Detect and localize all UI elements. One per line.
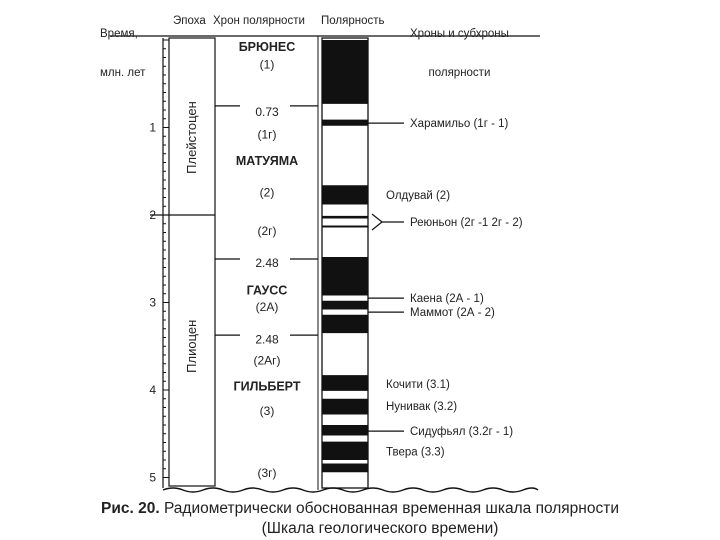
normal-polarity-band xyxy=(322,120,368,126)
chron-label: (3г) xyxy=(257,466,277,481)
subchron-label: Олдувай (2) xyxy=(386,189,451,202)
epoch-label: Плейстоцен xyxy=(184,101,199,174)
chron-label: (2Аг) xyxy=(253,353,281,368)
epoch-header: Эпоха xyxy=(173,15,206,27)
normal-polarity-band xyxy=(322,425,368,436)
caption-number: Рис. 20. xyxy=(101,500,160,517)
normal-polarity-band xyxy=(322,257,368,296)
axis-tick-label: 2 xyxy=(149,208,156,222)
subchron-label: Маммот (2А - 2) xyxy=(410,307,495,320)
chron-label: 0.73 xyxy=(255,104,279,119)
axis-tick-label: 3 xyxy=(149,295,156,310)
caption-title: Радиометрически обоснованная временная шкала полярности xyxy=(159,500,619,517)
normal-polarity-band xyxy=(322,399,368,415)
subchron-label: Сидуфьял (3.2г - 1) xyxy=(410,426,514,439)
time-axis xyxy=(149,38,169,488)
chron-header: Хрон полярности xyxy=(213,15,305,27)
axis-tick-label: 5 xyxy=(149,470,156,485)
chron-label: (2А) xyxy=(255,299,279,314)
polarity-header: Полярность xyxy=(321,15,385,27)
normal-polarity-band xyxy=(322,315,368,333)
normal-polarity-band xyxy=(322,442,368,460)
epoch-labels xyxy=(150,101,215,373)
chron-label: ГИЛЬБЕРТ xyxy=(233,379,301,394)
epoch-label: Плиоцен xyxy=(184,319,199,373)
chron-label: МАТУЯМА xyxy=(235,153,299,168)
chron-label: (2) xyxy=(259,185,275,200)
chron-label: БРЮНЕС xyxy=(238,40,296,54)
chron-label: (3) xyxy=(259,404,275,418)
axis-tick-label: 4 xyxy=(149,383,156,397)
subchron-label: Кочити (3.1) xyxy=(386,378,450,391)
chron-label: (2г) xyxy=(257,223,277,238)
figure-caption-subtitle: (Шкала геологического времени) xyxy=(261,520,499,537)
chron-label: ГАУСС xyxy=(246,283,288,298)
subchron-label-line2: полярности xyxy=(428,67,491,79)
normal-polarity-band xyxy=(322,226,368,228)
time-label-line2: млн. лет xyxy=(100,67,146,79)
subchron-label: Каена (2А - 1) xyxy=(410,293,484,306)
chron-label: 2.48 xyxy=(255,256,279,271)
axis-tick-label: 1 xyxy=(149,120,156,135)
normal-polarity-band xyxy=(322,185,368,204)
subchron-bracket xyxy=(372,214,404,230)
subchron-label: Реюньон (2г -1 2г - 2) xyxy=(410,217,523,229)
time-header xyxy=(100,2,145,93)
subchron-labels xyxy=(368,118,523,458)
chron-label: 2.48 xyxy=(255,332,279,347)
time-label-line1: Время, xyxy=(100,28,138,40)
figure-caption xyxy=(0,500,720,518)
subchron-label-line1: Хроны и субхроны xyxy=(410,28,509,40)
normal-polarity-band xyxy=(322,464,368,473)
subchron-label: Нунивак (3.2) xyxy=(386,400,458,413)
subchron-label: Харамильо (1г - 1) xyxy=(410,118,509,131)
subchron-label: Твера (3.3) xyxy=(386,446,445,459)
chron-label: (1) xyxy=(259,57,275,72)
normal-polarity-band xyxy=(322,375,368,391)
normal-polarity-band xyxy=(322,301,368,310)
normal-polarity-band xyxy=(322,40,368,104)
normal-polarity-band xyxy=(322,216,368,219)
chron-label: (1г) xyxy=(257,127,277,142)
subchron-header xyxy=(410,2,509,93)
